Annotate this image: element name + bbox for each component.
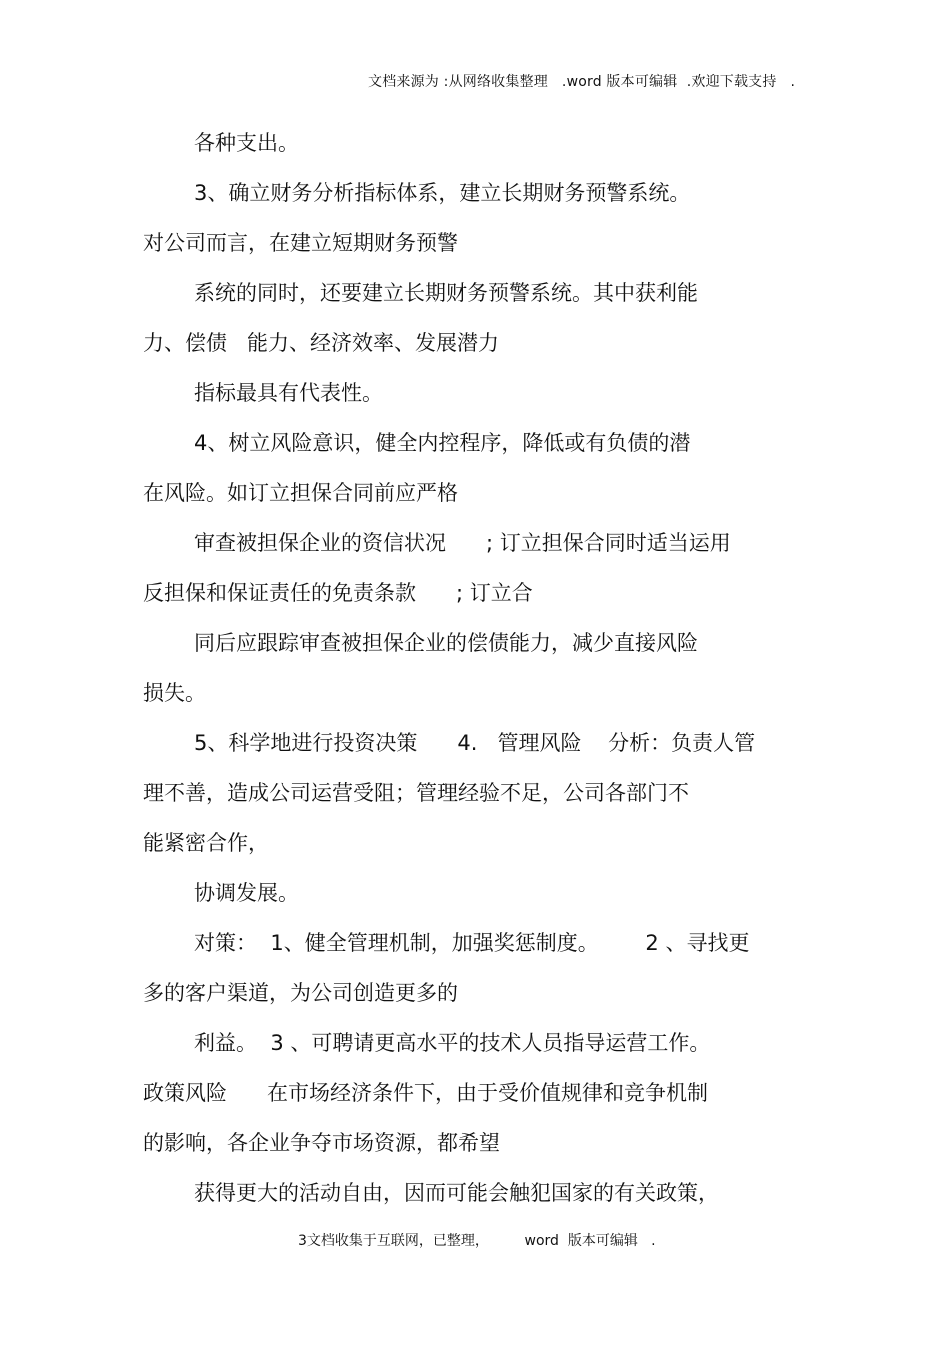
- text-line: 4、树立风险意识，健全内控程序，降低或有负债的潜: [194, 431, 691, 455]
- text-line: 对公司而言，在建立短期财务预警: [143, 231, 458, 255]
- text-line: 的影响，各企业争夺市场资源，都希望: [143, 1131, 500, 1155]
- text-line: 理不善，造成公司运营受阻；管理经验不足，公司各部门不: [143, 781, 689, 805]
- text-line: 3、确立财务分析指标体系，建立长期财务预警系统。: [194, 181, 691, 205]
- text-line: 指标最具有代表性。: [194, 381, 383, 405]
- text-line: 能紧密合作，: [143, 831, 269, 855]
- text-line: 协调发展。: [194, 881, 299, 905]
- text-line: 损失。: [143, 681, 206, 705]
- text-line: 各种支出。: [194, 131, 299, 155]
- text-line: 利益。 3 、可聘请更高水平的技术人员指导运营工作。: [194, 1031, 711, 1055]
- page-header: 文档来源为 :从网络收集整理 .word 版本可编辑 .欢迎下载支持 .: [368, 74, 796, 90]
- text-line: 5、科学地进行投资决策 4. 管理风险 分析：负责人管: [194, 731, 756, 755]
- text-line: 在风险。如订立担保合同前应严格: [143, 481, 458, 505]
- text-line: 系统的同时，还要建立长期财务预警系统。其中获利能: [194, 281, 698, 305]
- page-footer: 3文档收集于互联网，已整理， word 版本可编辑 .: [298, 1233, 656, 1249]
- text-line: 同后应跟踪审查被担保企业的偿债能力，减少直接风险: [194, 631, 698, 655]
- text-line: 力、偿债 能力、经济效率、发展潜力: [143, 331, 500, 355]
- text-line: 对策： 1、健全管理机制，加强奖惩制度。 2 、寻找更: [194, 931, 750, 955]
- text-line: 获得更大的活动自由，因而可能会触犯国家的有关政策，: [194, 1181, 719, 1205]
- text-line: 多的客户渠道，为公司创造更多的: [143, 981, 458, 1005]
- text-line: 审查被担保企业的资信状况 ; 订立担保合同时适当运用: [194, 531, 731, 555]
- text-line: 反担保和保证责任的免责条款 ; 订立合: [143, 581, 533, 605]
- text-line: 政策风险 在市场经济条件下，由于受价值规律和竞争机制: [143, 1081, 709, 1105]
